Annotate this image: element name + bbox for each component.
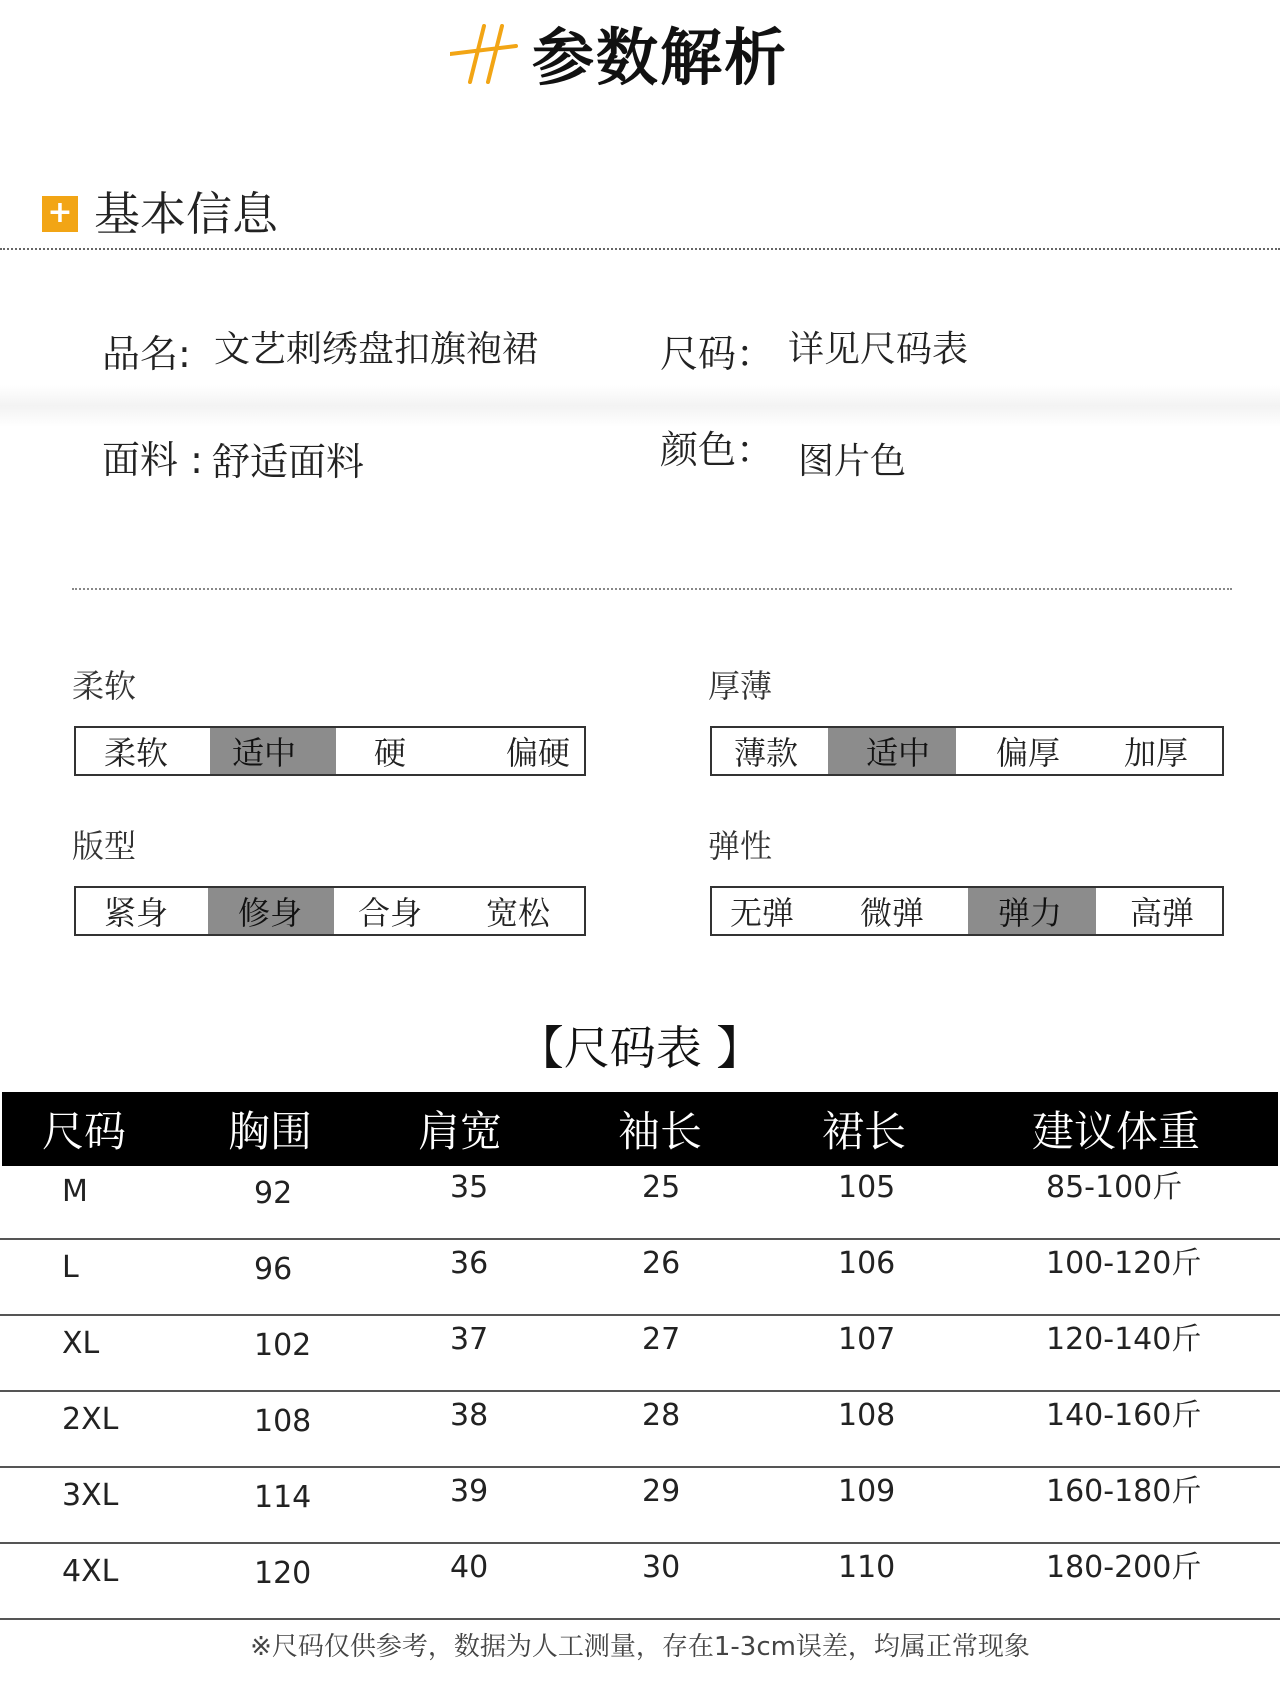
header-size: 尺码 — [42, 1107, 127, 1156]
cell-bust: 96 — [254, 1252, 293, 1287]
elasticity-option: 高弹 — [1130, 894, 1195, 932]
cell-shoulder: 36 — [450, 1246, 489, 1281]
cell-dress-length: 106 — [838, 1246, 896, 1281]
cell-size: XL — [62, 1326, 100, 1361]
header-bust: 胸围 — [228, 1107, 313, 1156]
cell-bust: 108 — [254, 1404, 312, 1439]
fit-option: 宽松 — [486, 894, 551, 932]
cell-weight: 100-120斤 — [1046, 1246, 1202, 1281]
cell-sleeve: 27 — [642, 1322, 681, 1357]
product-name-value: 文艺刺绣盘扣旗袍裙 — [214, 329, 539, 370]
cell-weight: 140-160斤 — [1046, 1398, 1202, 1433]
thickness-option: 薄款 — [734, 734, 799, 772]
section-divider — [0, 248, 1280, 250]
fit-option-selected: 修身 — [208, 888, 334, 934]
cell-sleeve: 26 — [642, 1246, 681, 1281]
cell-weight: 85-100斤 — [1046, 1170, 1183, 1205]
softness-option-selected: 适中 — [210, 728, 336, 774]
cell-shoulder: 40 — [450, 1550, 489, 1585]
info-highlight-band — [0, 385, 1280, 427]
elasticity-scale — [710, 886, 1224, 936]
size-table-title: 【尺码表 】 — [517, 1021, 763, 1075]
header-shoulder: 肩宽 — [418, 1107, 503, 1156]
thickness-option: 加厚 — [1124, 734, 1189, 772]
cell-shoulder: 38 — [450, 1398, 489, 1433]
cell-size: L — [62, 1250, 79, 1285]
softness-option: 柔软 — [104, 734, 169, 772]
elasticity-option: 微弹 — [860, 894, 925, 932]
cell-weight: 120-140斤 — [1046, 1322, 1202, 1357]
thickness-scale — [710, 726, 1224, 776]
cell-sleeve: 29 — [642, 1474, 681, 1509]
elasticity-option: 无弹 — [730, 894, 795, 932]
table-row — [0, 1392, 1280, 1468]
thickness-option: 偏厚 — [996, 734, 1061, 772]
softness-scale — [74, 726, 586, 776]
page-header — [0, 10, 1280, 94]
page-title: 参数解析 — [532, 21, 789, 94]
size-note: ※尺码仅供参考，数据为人工测量，存在1-3cm误差，均属正常现象 — [250, 1632, 1030, 1662]
cell-dress-length: 105 — [838, 1170, 896, 1205]
color-label: 颜色： — [660, 428, 775, 472]
cell-bust: 102 — [254, 1328, 312, 1363]
table-row — [0, 1240, 1280, 1316]
thickness-option-selected: 适中 — [828, 728, 956, 774]
plus-icon: + — [42, 196, 78, 232]
header-weight: 建议体重 — [1032, 1107, 1201, 1156]
cell-sleeve: 28 — [642, 1398, 681, 1433]
size-table-header — [2, 1092, 1278, 1166]
fit-option: 紧身 — [104, 894, 169, 932]
cell-dress-length: 110 — [838, 1550, 896, 1585]
table-row — [0, 1316, 1280, 1392]
table-row — [0, 1166, 1280, 1240]
cell-size: 3XL — [62, 1478, 119, 1513]
size-value: 详见尺码表 — [788, 329, 969, 370]
section-title: 基本信息 — [94, 187, 278, 241]
fabric-value: 舒适面料 — [212, 440, 365, 484]
cell-sleeve: 25 — [642, 1170, 681, 1205]
product-name-label: 品名: — [102, 332, 191, 376]
cell-shoulder: 37 — [450, 1322, 489, 1357]
cell-bust: 92 — [254, 1176, 293, 1211]
cell-size: M — [62, 1174, 88, 1209]
cell-size: 2XL — [62, 1402, 119, 1437]
size-label: 尺码： — [660, 332, 775, 376]
cell-bust: 120 — [254, 1556, 312, 1591]
cell-dress-length: 107 — [838, 1322, 896, 1357]
fit-scale — [74, 886, 586, 936]
attr-label-elasticity: 弹性 — [708, 827, 773, 865]
cell-dress-length: 109 — [838, 1474, 896, 1509]
header-sleeve: 袖长 — [618, 1107, 703, 1156]
cell-weight: 160-180斤 — [1046, 1474, 1202, 1509]
info-divider — [72, 588, 1232, 590]
cell-shoulder: 39 — [450, 1474, 489, 1509]
fit-option: 合身 — [358, 894, 423, 932]
table-row — [0, 1544, 1280, 1620]
fabric-label: 面料 : — [102, 438, 203, 482]
cell-size: 4XL — [62, 1554, 119, 1589]
header-dress-length: 裙长 — [822, 1107, 907, 1156]
attr-label-softness: 柔软 — [72, 667, 137, 705]
color-value: 图片色 — [798, 441, 907, 482]
cell-sleeve: 30 — [642, 1550, 681, 1585]
attr-label-thickness: 厚薄 — [708, 667, 773, 705]
cell-bust: 114 — [254, 1480, 312, 1515]
cell-shoulder: 35 — [450, 1170, 489, 1205]
table-row — [0, 1468, 1280, 1544]
softness-option: 硬 — [374, 734, 407, 772]
attr-label-fit: 版型 — [72, 827, 137, 865]
cell-weight: 180-200斤 — [1046, 1550, 1202, 1585]
softness-option: 偏硬 — [506, 734, 571, 772]
elasticity-option-selected: 弹力 — [968, 888, 1096, 934]
hash-mark-icon — [450, 24, 520, 84]
cell-dress-length: 108 — [838, 1398, 896, 1433]
